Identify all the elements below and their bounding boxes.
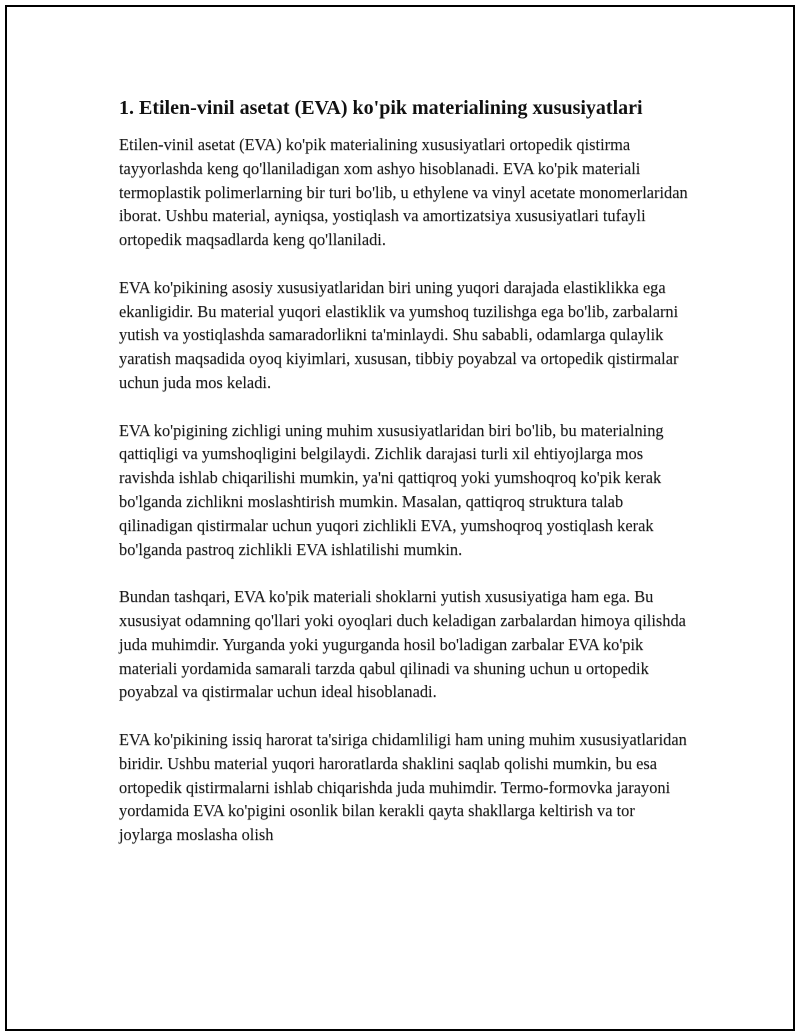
paragraph-3: EVA ko'pigining zichligi uning muhim xususiyatlaridan biri bo'lib, bu materialning qattiqligi va yumshoqligini belgilaydi. Zichlik darajasi turli xil ehtiyojlarga mos ravishda ishlab chiqarilishi mumkin, ya'ni qattiqroq yoki yumshoqroq ko'pik kerak bo'lganda zichlikni moslashtirish mumkin. Masalan, qattiqroq struktura talab qilinadigan qistirmalar uchun yuqori zichlikli EVA, yumshoqroq yostiqlash kerak bo'lganda pastroq zichlikli EVA ishlatilishi mumkin. — [119, 420, 664, 559]
paragraph-4: Bundan tashqari, EVA ko'pik materiali shoklarni yutish xususiyatiga ham ega. Bu xususiyat odamning qo'llari yoki oyoqlari duch keladigan zarbalardan himoya qilishda juda muhimdir. Yurganda yoki yugurganda hosil bo'ladigan zarbalar EVA ko'pik materiali yordamida samarali tarzda qabul qilinadi va shuning uchun u ortopedik poyabzal va qistirmalar uchun ideal hisoblanadi. — [119, 587, 686, 702]
paragraph-2: EVA ko'pikining asosiy xususiyatlaridan biri uning yuqori darajada elastiklikka ega ekanligidir. Bu material yuqori elastiklik va yumshoq tuzilishga ega bo'lib, zarbalarni yutish va yostiqlashda samaradorlikni ta'minlaydi. Shu sababli, odamlarga qulaylik yaratish maqsadida oyoq kiyimlari, xususan, tibbiy poyabzal va ortopedik qistirmalar uchun juda mos keladi. — [119, 277, 679, 392]
section-heading: 1. Etilen-vinil asetat (EVA) ko'pik materialining xususiyatlari — [119, 97, 643, 119]
paragraph-1: Etilen-vinil asetat (EVA) ko'pik materialining xususiyatlari ortopedik qistirma tayyorlashda keng qo'llaniladigan xom ashyo hisoblanadi. EVA ko'pik materiali termoplastik polimerlarning bir turi bo'lib, u ethylene va vinyl acetate monomerlaridan iborat. Ushbu material, ayniqsa, yostiqlash va amortizatsiya xususiyatlari tufayli ortopedik maqsadlarda keng qo'llaniladi. — [119, 135, 688, 250]
document-body — [119, 95, 689, 847]
paragraph-5: EVA ko'pikining issiq harorat ta'siriga chidamliligi ham uning muhim xususiyatlaridan biridir. Ushbu material yuqori haroratlarda shaklini saqlab qolishi mumkin, bu esa ortopedik qistirmalarni ishlab chiqarishda juda muhimdir. Termo-formovka jarayoni yordamida EVA ko'pigini osonlik bilan kerakli qayta shakllarga keltirish va tor joylarga moslasha olish — [119, 729, 687, 845]
page-frame — [5, 5, 795, 1031]
